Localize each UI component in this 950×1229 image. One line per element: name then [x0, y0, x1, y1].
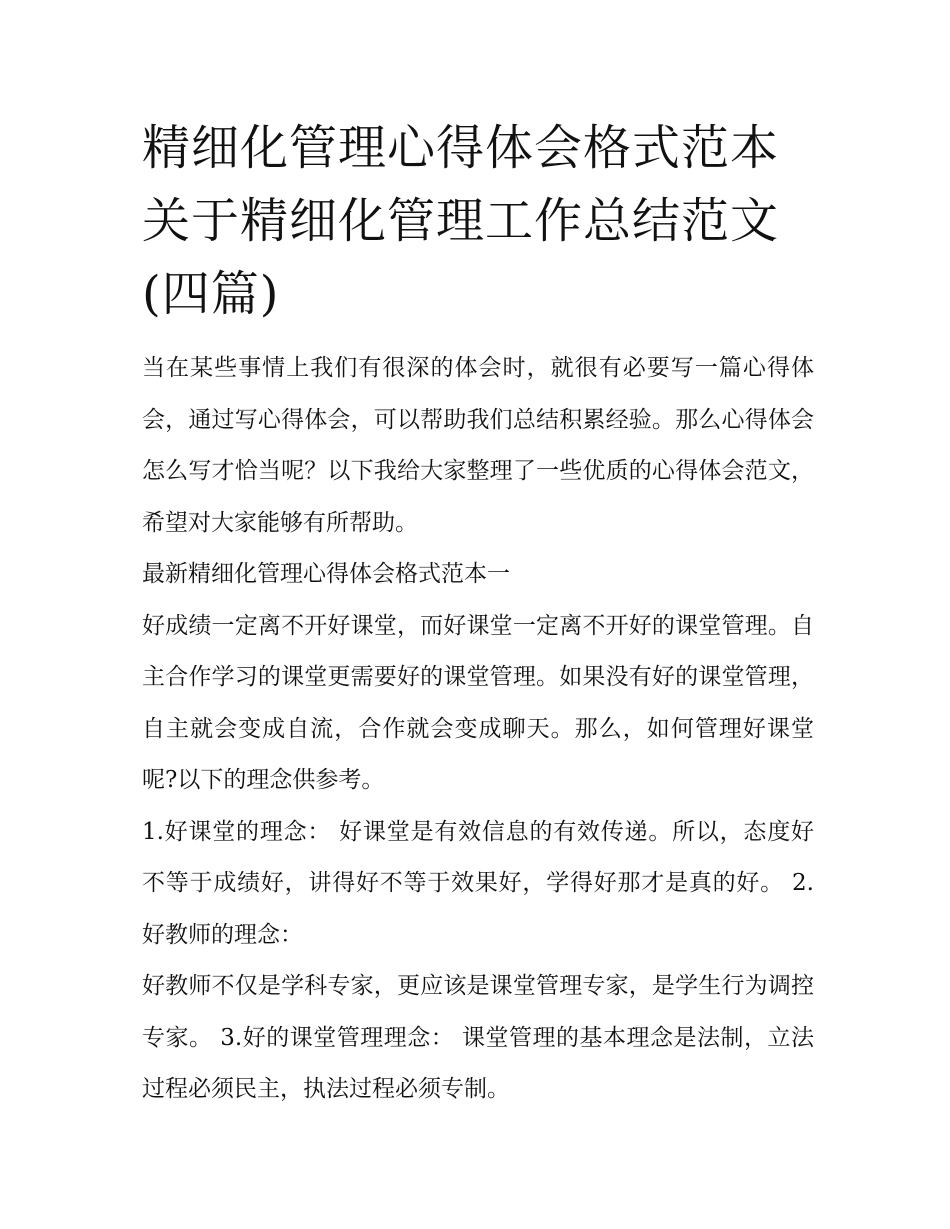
title-line-2: 关于精细化管理工作总结范文 — [142, 193, 780, 249]
body-paragraph-1: 好成绩一定离不开好课堂，而好课堂一定离不开好的课堂管理。自主合作学习的课堂更需要好的课堂管理。如果没有好的课堂管理，自主就会变成自流，合作就会变成聊天。那么，如何管理好课堂呢?以下的理念供参考。 — [142, 612, 814, 793]
section-heading: 最新精细化管理心得体会格式范本一 — [142, 561, 510, 587]
document-content — [142, 112, 814, 1116]
intro-paragraph: 当在某些事情上我们有很深的体会时，就很有必要写一篇心得体会，通过写心得体会，可以帮助我们总结积累经验。那么心得体会怎么写才恰当呢？以下我给大家整理了一些优质的心得体会范文，希望对大家能够有所帮助。 — [142, 355, 814, 536]
document-title — [142, 112, 814, 331]
title-line-3: (四篇) — [142, 266, 280, 322]
title-line-1: 精细化管理心得体会格式范本 — [142, 120, 780, 176]
body-paragraph-3: 好教师不仅是学科专家，更应该是课堂管理专家，是学生行为调控专家。 3.好的课堂管理理念： 课堂管理的基本理念是法制，立法过程必须民主，执法过程必须专制。 — [142, 973, 814, 1102]
body-paragraph-2: 1.好课堂的理念： 好课堂是有效信息的有效传递。所以，态度好不等于成绩好，讲得好不等于效果好，学得好那才是真的好。 2.好教师的理念： — [142, 818, 814, 948]
